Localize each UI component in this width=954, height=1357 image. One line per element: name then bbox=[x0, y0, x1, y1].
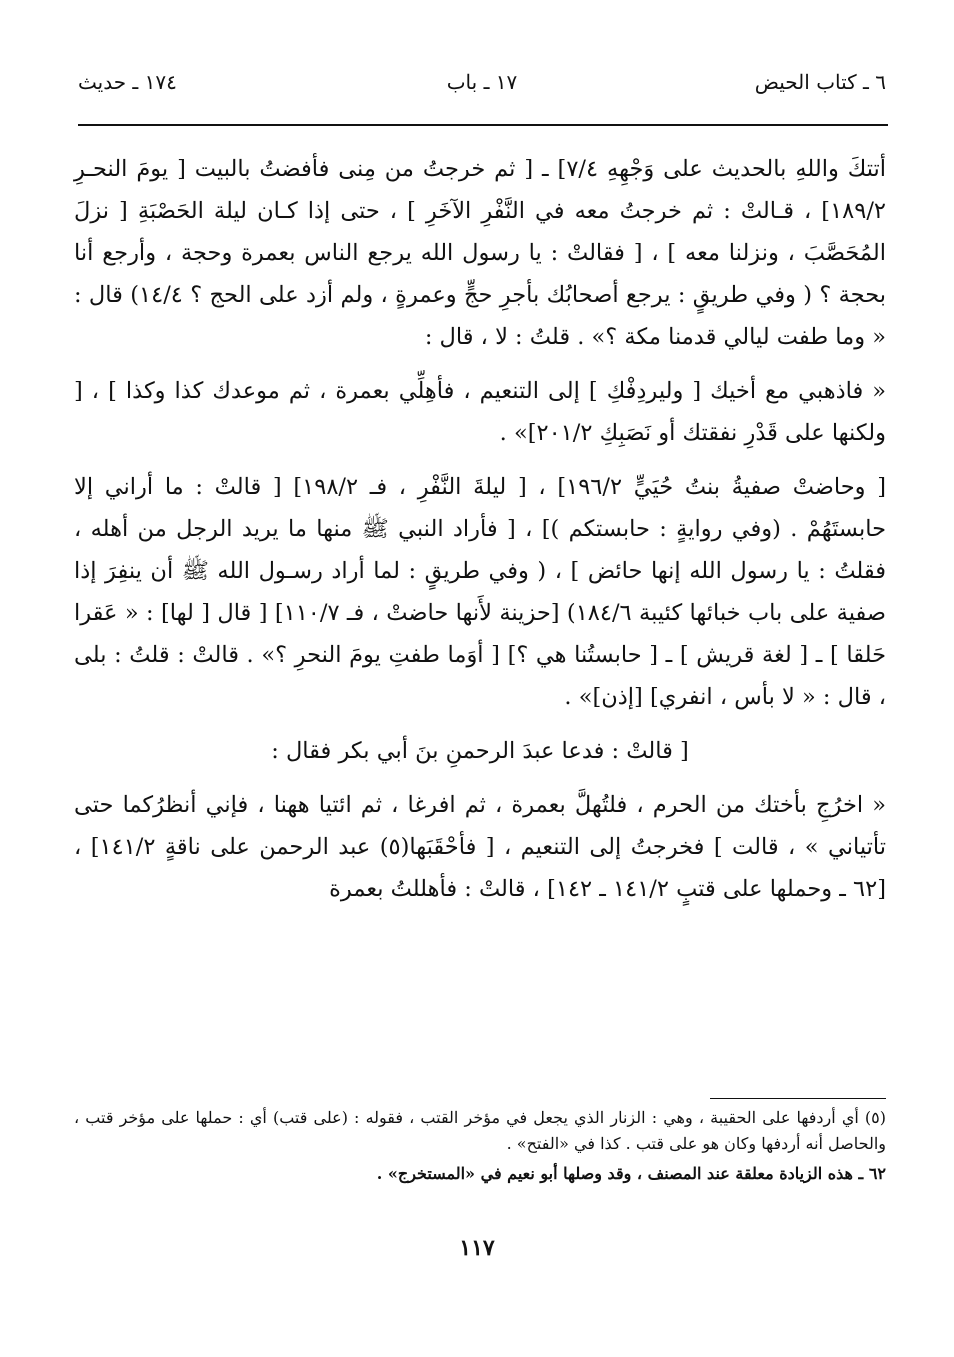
header-divider bbox=[78, 124, 888, 126]
paragraph-3: [ وحاضتْ صفيةُ بنتُ حُيَيٍّ ١٩٦/٢] ، [ ليلةَ النَّفْرِ ، فـ ١٩٨/٢] [ قالتْ : ما أراني إلا حابستَهُمْ . (وفي روايةٍ : حابستكم )] ، [ فأراد النبي ﷺ منها ما يريد الرجل من أهله ، فقلتُ : يا رسول الله إنها حائض ] ، ( وفي طريقٍ : لما أراد رسـول الله ﷺ أن ينفِرَ إذا صفية على باب خبائها كئيبة ١٨٤/٦) [حزينة لأَنها حاضتْ ، فـ ١١٠/٧] [ قال [ لها] : « عَقرا حَلقا ] ـ [ لغة قريش ] ـ [ حابستُنا هي ؟] [ أوَما طفتِ يومَ النحرِ ؟» . قالتْ : قلتُ : بلى ، قال : « لا بأس ، انفري] [إذن]» . bbox=[74, 474, 886, 710]
paragraph-2: « فاذهبي مع أخيك [ وليردِفْكِ ] إلى التنعيم ، فأهِلِّي بعمرة ، ثم موعدك كذا وكذا ] ، [ ولكنها على قَدْرِ نفقتك أو نَصَبِكِ ٢٠١/٢]» . bbox=[74, 378, 886, 446]
main-text bbox=[74, 148, 886, 910]
header-section: ١٧ ـ باب bbox=[446, 70, 518, 94]
paragraph-1: أتتكَ واللهِ بالحديث على وَجْهِهِ ٧/٤] ـ [ ثم خرجتُ من مِنى فأفضتُ بالبيت [ يومَ النحـرِ ١٨٩/٢] ، قـالتْ : ثم خرجتُ معه في النَّفْرِ الآخَرِ ] ، حتى إذا كـان ليلة الحَصْبَةِ [ نزلَ المُحَصَّبَ ، ونزلنا معه ] ، [ فقالتْ : يا رسول الله يرجع الناس بعمرة وحجة ، وأرجع أنا بحجة ؟ ( وفي طريقٍ : يرجع أصحابُك بأجرِ حجٍّ وعمرةٍ ، ولم أزد على الحج ؟ ١٤/٤) قال : « وما طفت ليالي قدمنا مكة ؟» . قلتُ : لا ، قال : bbox=[74, 156, 886, 350]
paragraph-5: « اخرُجِ بأختك من الحرم ، فلتُهلَّ بعمرة ، ثم افرغا ، ثم ائتيا ههنا ، فإني أنظرُكما حتى تأتياني » ، قالت ] فخرجتُ إلى التنعيم ، [ فأحْقَبَها(٥) عبد الرحمن على ناقةٍ ١٤١/٢] ، [٦٢ ـ وحملها على قتبٍ ١٤١/٢ ـ ١٤٢] ، قالتْ : فأهللتُ بعمرة bbox=[74, 792, 886, 902]
footnote-divider bbox=[710, 1098, 886, 1099]
footnote-5: (٥) أي أردفها على الحقيبة ، وهي : الزنار الذي يجعل في مؤخر القتب ، فقوله : (على قتب) أي : حملها على مؤخر قتب ، والحاصل أنه أردفها وكان هو على قتب . كذا في «الفتح» . bbox=[74, 1108, 886, 1153]
header-hadith-number: ١٧٤ ـ حديث bbox=[78, 70, 177, 94]
paragraph-4: [ قالتْ : فدعا عبدَ الرحمنِ بنَ أبي بكر فقال : bbox=[271, 738, 689, 764]
footnotes bbox=[74, 1105, 886, 1187]
header-chapter: ٦ ـ كتاب الحيض bbox=[754, 70, 886, 94]
page-number: ١١٧ bbox=[459, 1235, 495, 1261]
footnote-62: ٦٢ ـ هذه الزيادة معلقة عند المصنف ، وقد وصلها أبو نعيم في «المستخرج» . bbox=[376, 1164, 886, 1183]
running-header bbox=[78, 60, 886, 110]
